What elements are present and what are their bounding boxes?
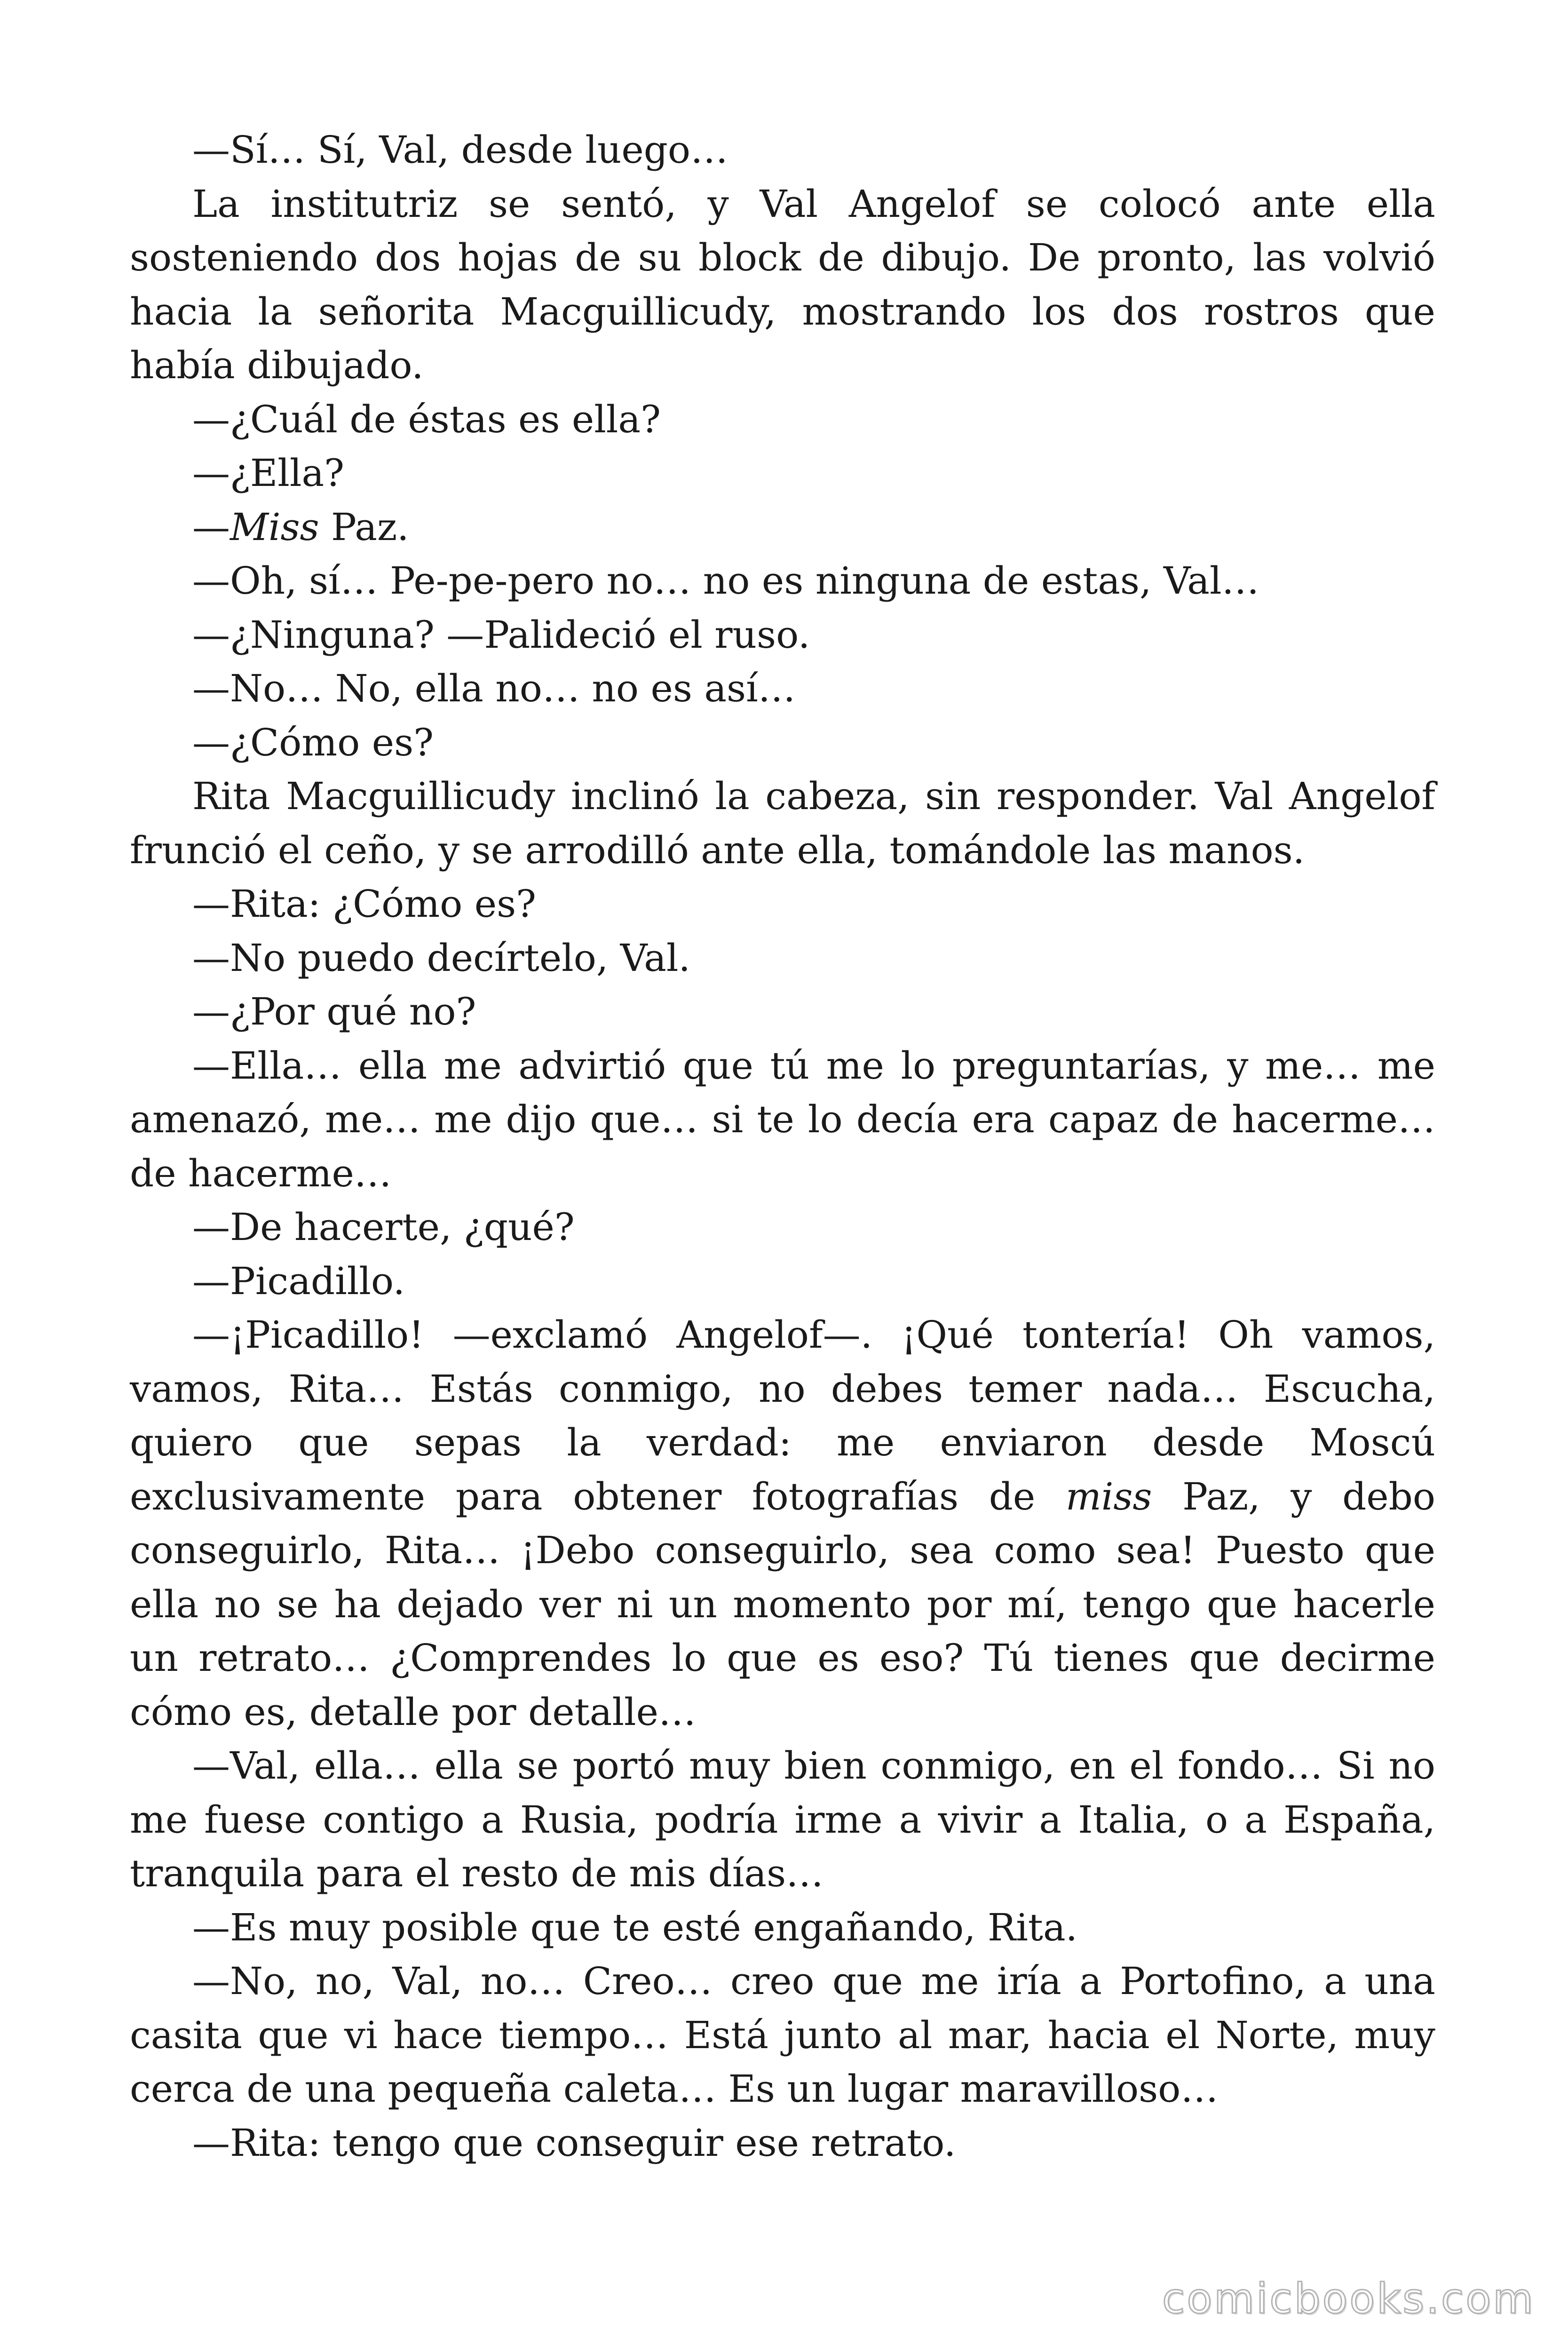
italic-run: Miss bbox=[230, 505, 319, 549]
paragraph bbox=[130, 393, 1435, 447]
paragraph bbox=[130, 446, 1435, 501]
text-run: Paz, y debo conseguirlo, Rita… ¡Debo conseguirlo, sea como sea! Puesto que ella no se ha dejado ver ni un momento por mí, tengo que hacerle un retrato… ¿Comprendes lo que es eso? Tú tienes que decirme cómo es, detalle por detalle… bbox=[130, 1474, 1436, 1734]
paragraph bbox=[130, 501, 1435, 555]
paragraph bbox=[130, 123, 1435, 177]
text-run: —¿Ella? bbox=[192, 451, 345, 495]
text-run: Paz. bbox=[319, 505, 409, 549]
paragraph bbox=[130, 1039, 1435, 1201]
text-run: —Ella… ella me advirtió que tú me lo preguntarías, y me… me amenazó, me… me dijo que… si te lo decía era capaz de hacerme… de hacerme… bbox=[130, 1043, 1435, 1195]
paragraph bbox=[130, 931, 1435, 985]
paragraph bbox=[130, 1255, 1435, 1309]
paragraph bbox=[130, 877, 1435, 931]
text-run: —¿Cuál de éstas es ella? bbox=[192, 397, 661, 441]
text-run: —Oh, sí… Pe-pe-pero no… no es ninguna de estas, Val… bbox=[192, 559, 1259, 603]
text-run: —No… No, ella no… no es así… bbox=[192, 667, 796, 710]
text-run: —Sí… Sí, Val, desde luego… bbox=[192, 128, 729, 172]
paragraph bbox=[130, 2116, 1435, 2170]
text-run: —¿Cómo es? bbox=[192, 720, 434, 764]
text-run: La institutriz se sentó, y Val Angelof se colocó ante ella sosteniendo dos hojas de su block de dibujo. De pronto, las volvió hacia la señorita Macguillicudy, mostrando los dos rostros que había dibujado. bbox=[130, 182, 1435, 387]
text-run: —¡Picadillo! —exclamó Angelof—. ¡Qué tontería! Oh vamos, vamos, Rita… Estás conmigo, no debes temer nada… Escucha, quiero que sepas la verdad: me enviaron desde Moscú exclusivamente para obtener fotografías de bbox=[130, 1313, 1435, 1518]
paragraph bbox=[130, 662, 1435, 716]
text-run: —Es muy posible que te esté engañando, Rita. bbox=[192, 1905, 1078, 1949]
text-run: —¿Ninguna? —Palideció el ruso. bbox=[192, 612, 810, 657]
paragraph bbox=[130, 985, 1435, 1039]
paragraph bbox=[130, 1739, 1435, 1901]
paragraph bbox=[130, 177, 1435, 393]
italic-run: miss bbox=[1065, 1474, 1152, 1518]
paragraph bbox=[130, 554, 1435, 608]
paragraph bbox=[130, 1901, 1435, 1955]
text-run: —Val, ella… ella se portó muy bien conmigo, en el fondo… Si no me fuese contigo a Rusia, podría irme a vivir a Italia, o a España, tranquila para el resto de mis días… bbox=[130, 1744, 1435, 1895]
text-run: —Rita: ¿Cómo es? bbox=[192, 882, 537, 926]
text-run: —Rita: tengo que conseguir ese retrato. bbox=[192, 2121, 956, 2165]
text-run: — bbox=[192, 505, 230, 549]
paragraph bbox=[130, 608, 1435, 662]
text-run: —De hacerte, ¿qué? bbox=[192, 1205, 575, 1249]
text-run: —No, no, Val, no… Creo… creo que me iría a Portofino, a una casita que vi hace tiempo… Está junto al mar, hacia el Norte, muy cerca de una pequeña caleta… Es un lugar maravilloso… bbox=[130, 1959, 1435, 2111]
paragraph bbox=[130, 716, 1435, 770]
paragraph bbox=[130, 1955, 1435, 2116]
text-run: —¿Por qué no? bbox=[192, 990, 476, 1033]
text-run: Rita Macguillicudy inclinó la cabeza, sin responder. Val Angelof frunció el ceño, y se arrodilló ante ella, tomándole las manos. bbox=[130, 774, 1435, 872]
text-run: —No puedo decírtelo, Val. bbox=[192, 936, 690, 980]
watermark-logo: comicbooks.com bbox=[1162, 2274, 1535, 2323]
paragraph bbox=[130, 770, 1435, 877]
body-text bbox=[130, 123, 1435, 2170]
text-run: —Picadillo. bbox=[192, 1259, 405, 1303]
paragraph bbox=[130, 1308, 1435, 1739]
paragraph bbox=[130, 1200, 1435, 1255]
